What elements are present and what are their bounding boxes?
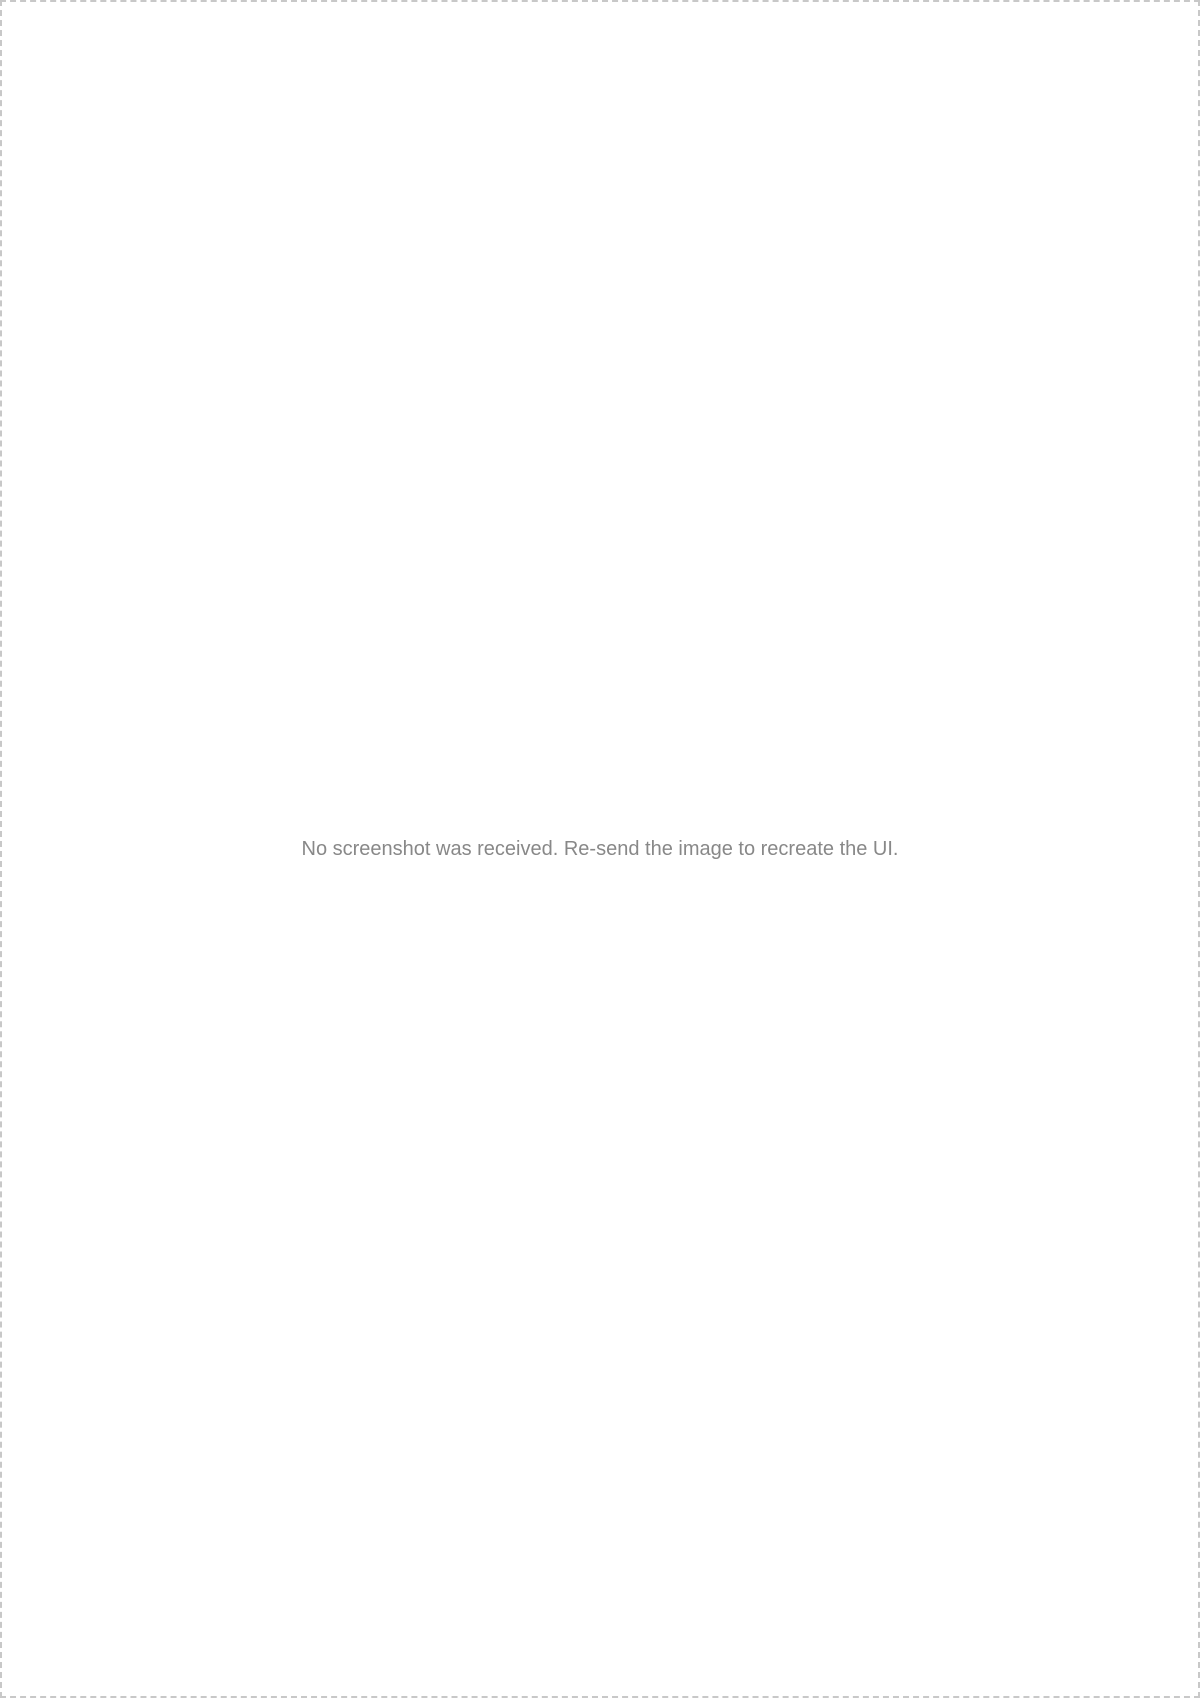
missing-image-notice: No screenshot was received. Re-send the image to recreate the UI. bbox=[301, 837, 899, 860]
